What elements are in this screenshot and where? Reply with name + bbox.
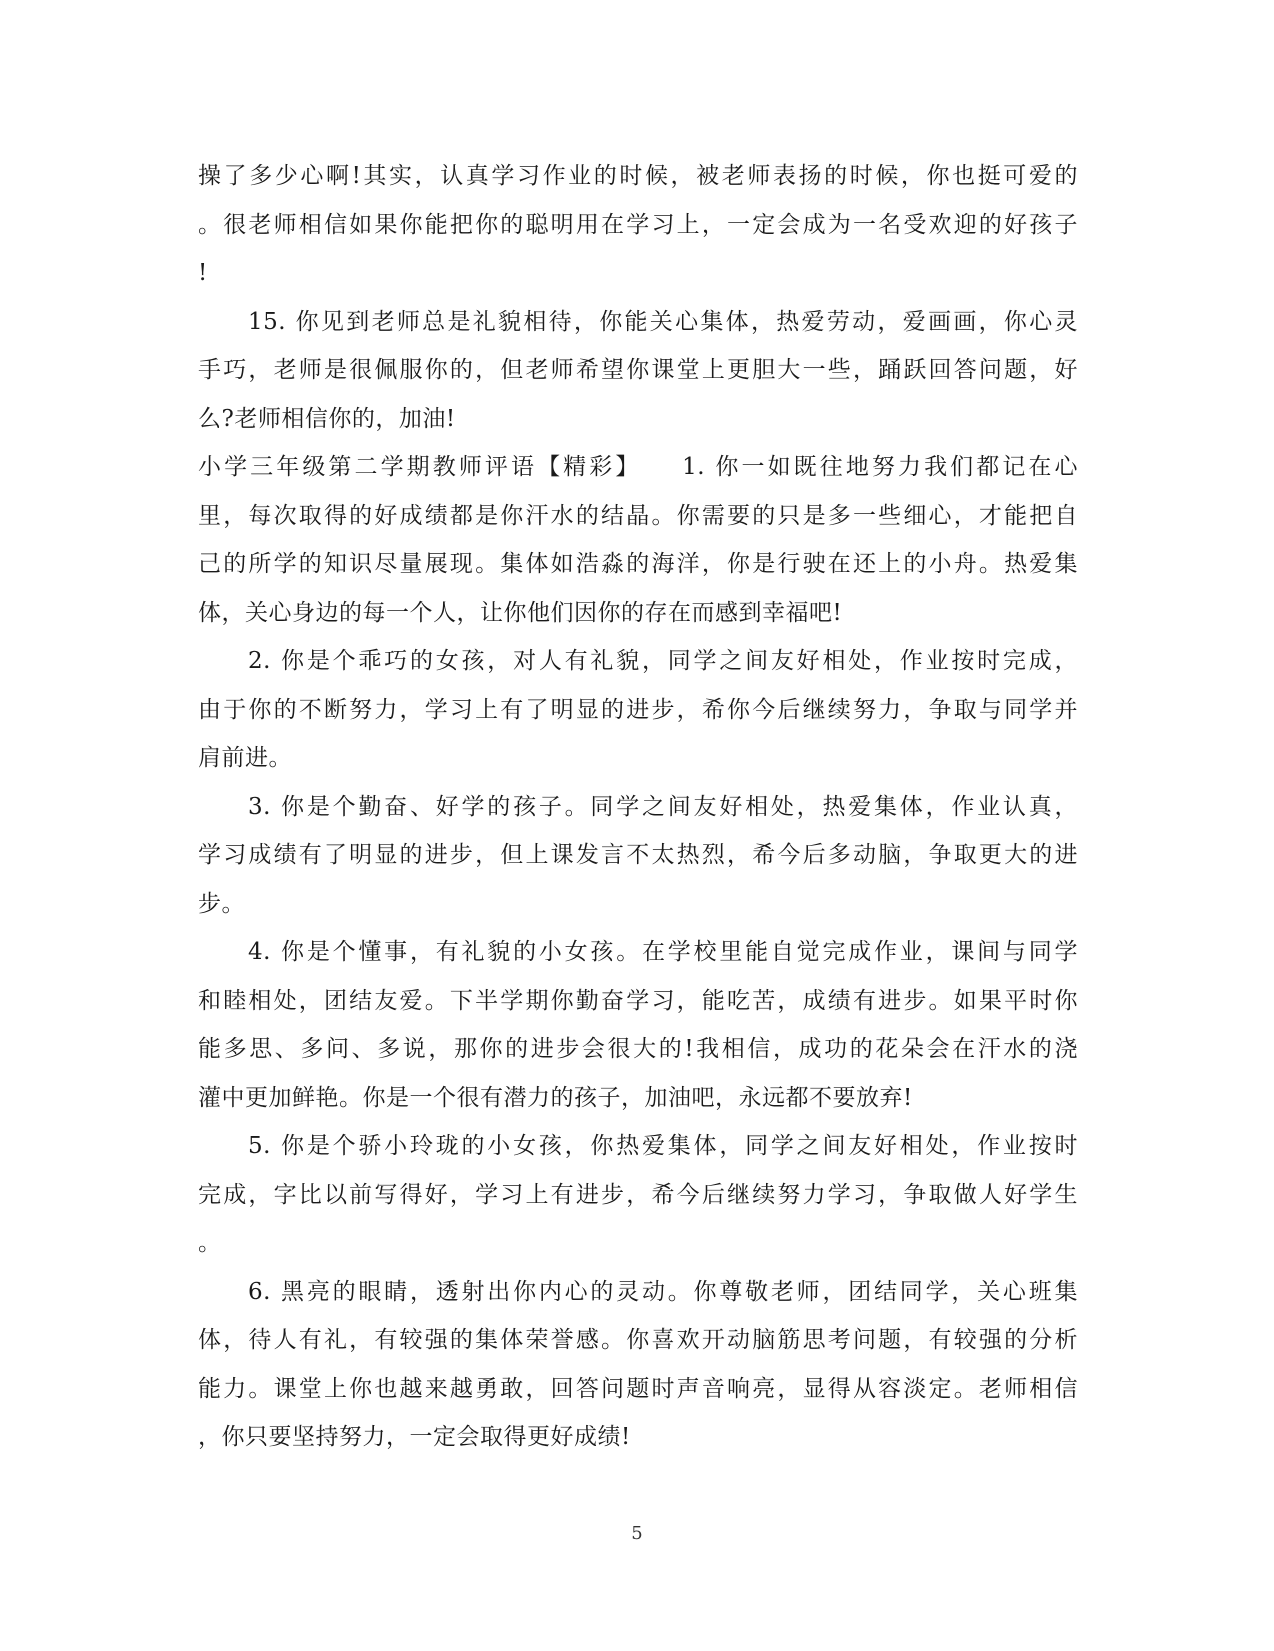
text-line: 灌中更加鲜艳。你是一个很有潜力的孩子，加油吧，永远都不要放弃! (198, 1084, 913, 1111)
text-line: 么?老师相信你的，加油! (198, 405, 456, 432)
text-line: 由于你的不断努力，学习上有了明显的进步，希你今后继续努力，争取与同学并 (198, 696, 1078, 723)
text-line: 3. 你是个勤奋、好学的孩子。同学之间友好相处，热爱集体，作业认真， (248, 793, 1078, 820)
text-line: 体，待人有礼，有较强的集体荣誉感。你喜欢开动脑筋思考问题，有较强的分析 (198, 1327, 1078, 1353)
text-line: 能多思、多问、多说，那你的进步会很大的!我相信，成功的花朵会在汗水的浇 (198, 1036, 1078, 1062)
document-body (198, 152, 1078, 1462)
text-line: 学习成绩有了明显的进步，但上课发言不太热烈，希今后多动脑，争取更大的进 (198, 842, 1078, 868)
text-line: ，你只要坚持努力，一定会取得更好成绩! (198, 1424, 631, 1450)
text-line: 肩前进。 (198, 745, 292, 771)
text-line: ! (198, 260, 208, 286)
text-line: 手巧，老师是很佩服你的，但老师希望你课堂上更胆大一些，踊跃回答问题，好 (198, 357, 1078, 383)
text-line: 体，关心身边的每一个人，让你他们因你的存在而感到幸福吧! (198, 599, 843, 626)
text-line: 5. 你是个骄小玲珑的小女孩，你热爱集体，同学之间友好相处，作业按时 (248, 1133, 1078, 1159)
text-line: 操了多少心啊!其实，认真学习作业的时候，被老师表扬的时候，你也挺可爱的 (198, 163, 1078, 189)
text-line: 步。 (198, 890, 245, 917)
text-line: 。 (198, 1230, 222, 1256)
text-line: 里，每次取得的好成绩都是你汗水的结晶。你需要的只是多一些细心，才能把自 (198, 502, 1078, 529)
text-line: 15. 你见到老师总是礼貌相待，你能关心集体，热爱劳动，爱画画，你心灵 (248, 308, 1078, 335)
text-line: 能力。课堂上你也越来越勇敢，回答问题时声音响亮，显得从容淡定。老师相信 (198, 1375, 1078, 1402)
page-number: 5 (631, 1523, 643, 1544)
text-line: 小学三年级第二学期教师评语【精彩】 1. 你一如既往地努力我们都记在心 (198, 454, 1078, 480)
text-line: 。很老师相信如果你能把你的聪明用在学习上，一定会成为一名受欢迎的好孩子 (198, 211, 1078, 238)
text-line: 己的所学的知识尽量展现。集体如浩淼的海洋，你是行驶在还上的小舟。热爱集 (198, 551, 1078, 577)
text-line: 完成，字比以前写得好，学习上有进步，希今后继续努力学习，争取做人好学生 (198, 1181, 1078, 1208)
text-line: 2. 你是个乖巧的女孩，对人有礼貌，同学之间友好相处，作业按时完成， (248, 648, 1078, 674)
text-line: 6. 黑亮的眼睛，透射出你内心的灵动。你尊敬老师，团结同学，关心班集 (248, 1278, 1078, 1305)
text-line: 和睦相处，团结友爱。下半学期你勤奋学习，能吃苦，成绩有进步。如果平时你 (198, 987, 1078, 1014)
text-line: 4. 你是个懂事，有礼貌的小女孩。在学校里能自觉完成作业，课间与同学 (248, 939, 1078, 965)
